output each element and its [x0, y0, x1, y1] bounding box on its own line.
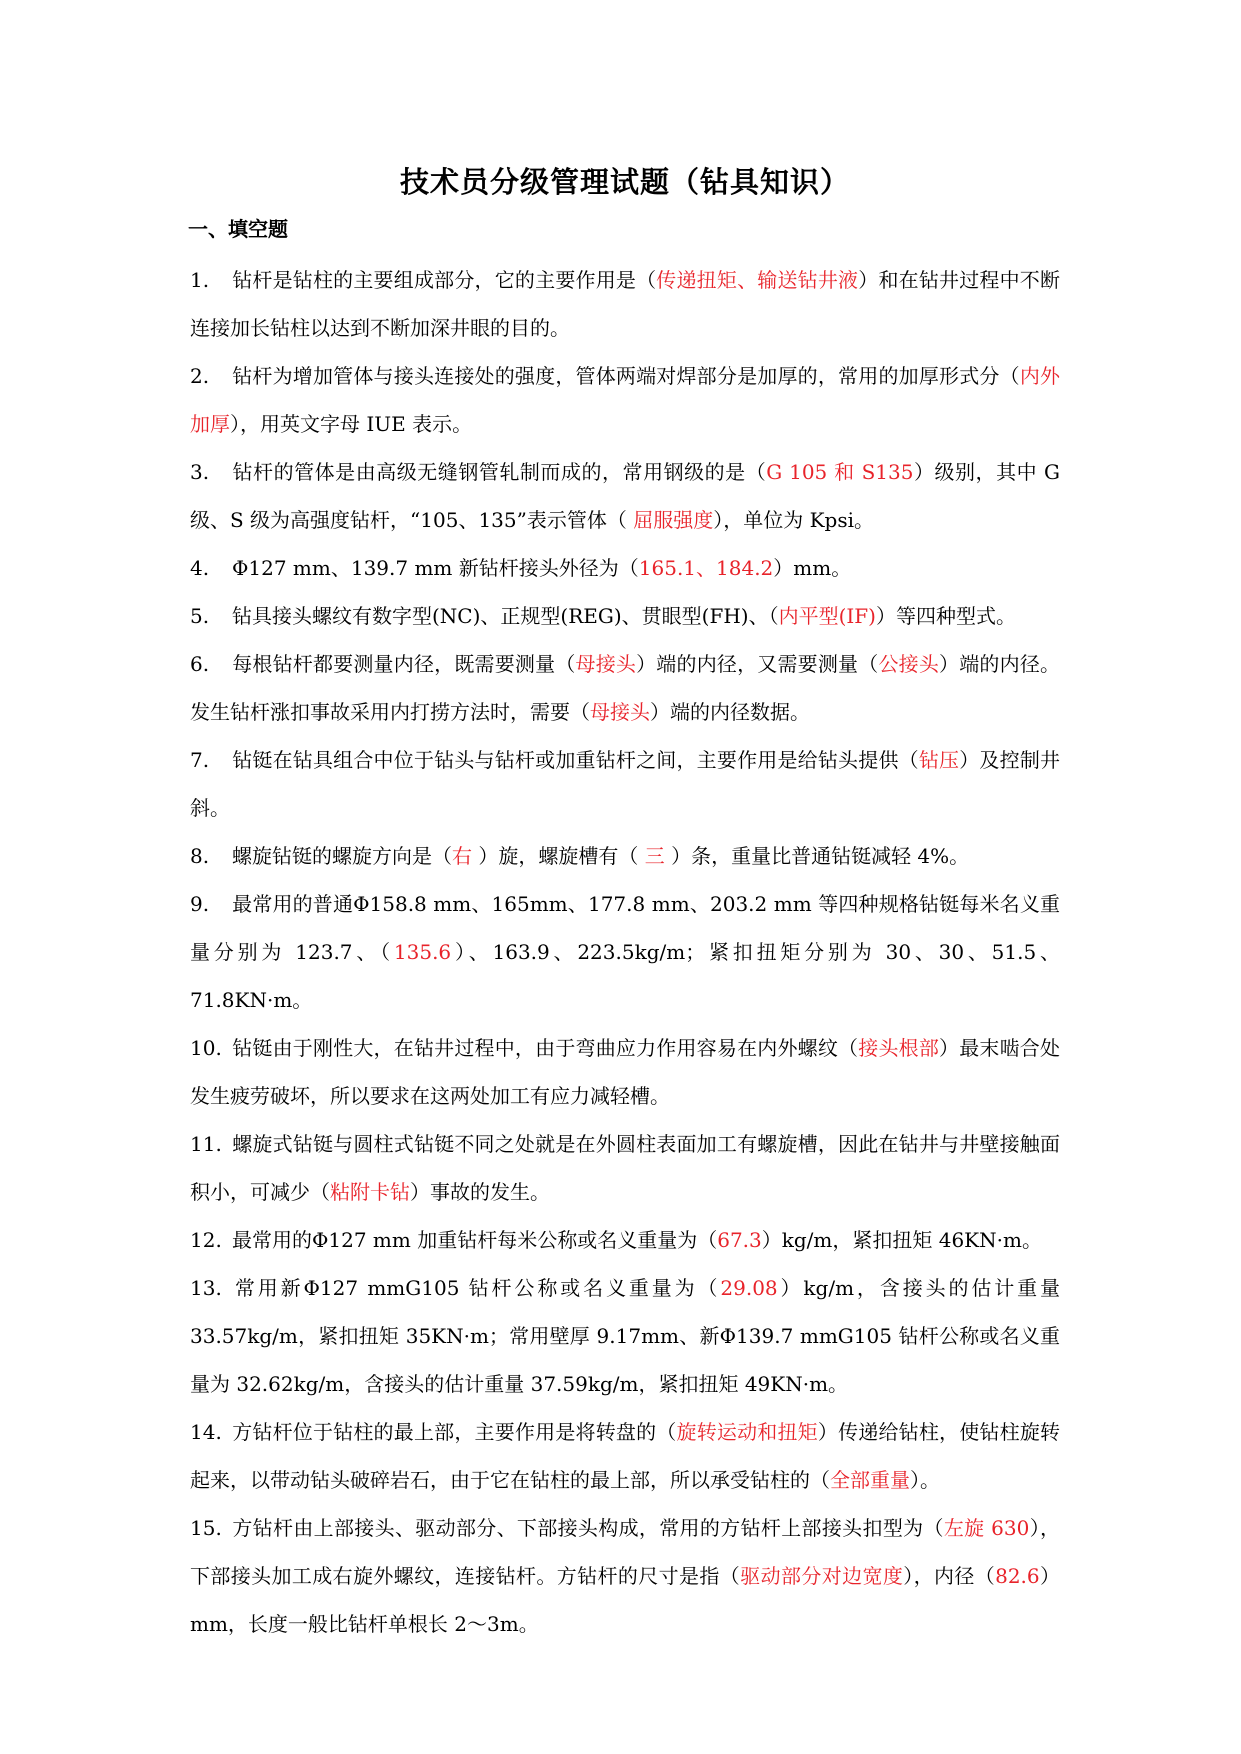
- question-number: 6.: [190, 652, 210, 676]
- answer-text: 全部重量: [830, 1468, 910, 1492]
- question-item: [190, 736, 1060, 832]
- question-text: 最常用的Φ127 mm 加重钻杆每米公称或名义重量为（: [232, 1228, 718, 1252]
- question-number: 1.: [190, 268, 210, 292]
- question-number: 4.: [190, 556, 210, 580]
- question-text: ）及控制井斜。: [190, 748, 1061, 820]
- question-number: 12.: [190, 1228, 222, 1252]
- answer-text: 165.1、184.2: [638, 556, 774, 580]
- question-item: [190, 1024, 1060, 1120]
- question-text: 方钻杆由上部接头、驱动部分、下部接头构成，常用的方钻杆上部接头扣型为（: [232, 1516, 944, 1540]
- question-text: 螺旋式钻铤与圆柱式钻铤不同之处就是在外圆柱表面加工有螺旋槽，因此在钻井与井壁接触面积小，可减少（: [190, 1132, 1060, 1204]
- question-text: 最常用的普通Φ158.8 mm、165mm、177.8 mm、203.2 mm 等四种规格钻铤每米名义重量分别为 123.7、（: [190, 892, 1060, 964]
- question-text: 方钻杆位于钻柱的最上部，主要作用是将转盘的（: [232, 1420, 677, 1444]
- question-text: ）级别，其中 G 级、S 级为高强度钻杆，“105、135”表示管体（: [190, 460, 1061, 532]
- question-text: Φ127 mm、139.7 mm 新钻杆接头外径为（: [232, 556, 639, 580]
- question-text: ）mm。: [773, 556, 852, 580]
- question-text: 钻具接头螺纹有数字型(NC)、正规型(REG)、贯眼型(FH)、（: [232, 604, 779, 628]
- answer-text: 右: [452, 844, 472, 868]
- question-number: 5.: [190, 604, 210, 628]
- question-text: ），单位为 Kpsi。: [713, 508, 874, 532]
- question-item: [190, 352, 1060, 448]
- question-text: ）端的内径。发生钻杆涨扣事故采用内打捞方法时，需要（: [190, 652, 1061, 724]
- question-item: [190, 544, 1060, 592]
- answer-text: 67.3: [717, 1228, 762, 1252]
- question-item: [190, 880, 1060, 1024]
- question-text: 每根钻杆都要测量内径，既需要测量（: [232, 652, 576, 676]
- question-item: [190, 1120, 1060, 1216]
- question-item: [190, 832, 1060, 880]
- answer-text: 内平型(IF): [778, 604, 876, 628]
- question-number: 14.: [190, 1420, 222, 1444]
- answer-text: 内外加厚: [190, 364, 1061, 436]
- question-number: 2.: [190, 364, 210, 388]
- question-item: [190, 592, 1060, 640]
- question-text: ）、163.9、223.5kg/m；紧扣扭矩分别为 30、30、51.5、71.8KN·m。: [190, 940, 1060, 1012]
- section-heading: 一、填空题: [188, 217, 288, 241]
- question-text: ），内径（: [903, 1564, 996, 1588]
- question-text: ），用英文字母 IUE 表示。: [230, 412, 473, 436]
- question-text: 钻杆的管体是由高级无缝钢管轧制而成的，常用钢级的是（: [232, 460, 767, 484]
- question-text: ）和在钻井过程中不断连接加长钻柱以达到不断加深井眼的目的。: [190, 268, 1061, 340]
- document-page: [190, 160, 1060, 1648]
- question-text: ）。: [910, 1468, 940, 1492]
- answer-text: 左旋 630: [943, 1516, 1030, 1540]
- answer-text: 屈服强度: [633, 508, 714, 532]
- question-text: ）条，重量比普通钻铤减轻 4%。: [664, 844, 970, 868]
- answer-text: 82.6: [995, 1564, 1040, 1588]
- question-text: ）最末啮合处发生疲劳破坏，所以要求在这两处加工有应力减轻槽。: [190, 1036, 1061, 1108]
- question-text: 钻铤由于刚性大，在钻井过程中，由于弯曲应力作用容易在内外螺纹（: [232, 1036, 859, 1060]
- question-number: 7.: [190, 748, 210, 772]
- page-title: 技术员分级管理试题（钻具知识）: [399, 165, 850, 199]
- question-text: ）mm，长度一般比钻杆单根长 2～3m。: [190, 1564, 1061, 1636]
- question-number: 9.: [190, 892, 210, 916]
- question-item: [190, 1216, 1060, 1264]
- question-text: ），下部接头加工成右旋外螺纹，连接钻杆。方钻杆的尺寸是指（: [190, 1516, 1061, 1588]
- answer-text: 135.6: [393, 940, 452, 964]
- question-number: 10.: [190, 1036, 222, 1060]
- question-text: 钻杆为增加管体与接头连接处的强度，管体两端对焊部分是加厚的，常用的加厚形式分（: [232, 364, 1020, 388]
- answer-text: 接头根部: [858, 1036, 940, 1060]
- question-text: ）传递给钻柱，使钻柱旋转起来，以带动钻头破碎岩石，由于它在钻柱的最上部，所以承受钻柱的（: [190, 1420, 1061, 1492]
- question-item: [190, 1408, 1060, 1504]
- question-number: 15.: [190, 1516, 222, 1540]
- answer-text: G 105 和 S135: [766, 460, 914, 484]
- question-text: ）旋，螺旋槽有（: [472, 844, 645, 868]
- question-text: ）端的内径数据。: [650, 700, 810, 724]
- question-text: 钻铤在钻具组合中位于钻头与钻杆或加重钻杆之间，主要作用是给钻头提供（: [232, 748, 919, 772]
- question-number: 3.: [190, 460, 210, 484]
- question-item: [190, 256, 1060, 352]
- question-text: ）kg/m，紧扣扭矩 46KN·m。: [761, 1228, 1042, 1252]
- answer-text: 粘附卡钻: [330, 1180, 410, 1204]
- question-item: [190, 1264, 1060, 1408]
- question-number: 13.: [190, 1276, 222, 1300]
- answer-text: 公接头: [878, 652, 940, 676]
- answer-text: 传递扭矩、输送钻井液: [656, 268, 859, 292]
- answer-text: 29.08: [720, 1276, 778, 1300]
- question-item: [190, 1504, 1060, 1648]
- question-number: 11.: [190, 1132, 222, 1156]
- answer-text: 三: [644, 844, 665, 868]
- answer-text: 旋转运动和扭矩: [676, 1420, 818, 1444]
- question-item: [190, 640, 1060, 736]
- answer-text: 母接头: [575, 652, 637, 676]
- answer-text: 钻压: [918, 748, 960, 772]
- question-text: ）等四种型式。: [875, 604, 1016, 628]
- question-text: ）事故的发生。: [410, 1180, 550, 1204]
- question-number: 8.: [190, 844, 210, 868]
- question-text: 常用新Φ127 mmG105 钻杆公称或名义重量为（: [232, 1276, 721, 1300]
- question-item: [190, 448, 1060, 544]
- question-text: ）kg/m，含接头的估计重量 33.57kg/m，紧扣扭矩 35KN·m；常用壁厚 9.17mm、新Φ139.7 mmG105 钻杆公称或名义重量为 32.62kg/m，含接头的估计重量 37.59kg/m，紧扣扭矩 49KN·m。: [190, 1276, 1060, 1396]
- question-text: ）端的内径，又需要测量（: [636, 652, 879, 676]
- question-text: 螺旋钻铤的螺旋方向是（: [232, 844, 452, 868]
- question-text: 钻杆是钻柱的主要组成部分，它的主要作用是（: [232, 268, 657, 292]
- answer-text: 母接头: [590, 700, 650, 724]
- question-list: [190, 256, 1060, 1648]
- answer-text: 驱动部分对边宽度: [740, 1564, 904, 1588]
